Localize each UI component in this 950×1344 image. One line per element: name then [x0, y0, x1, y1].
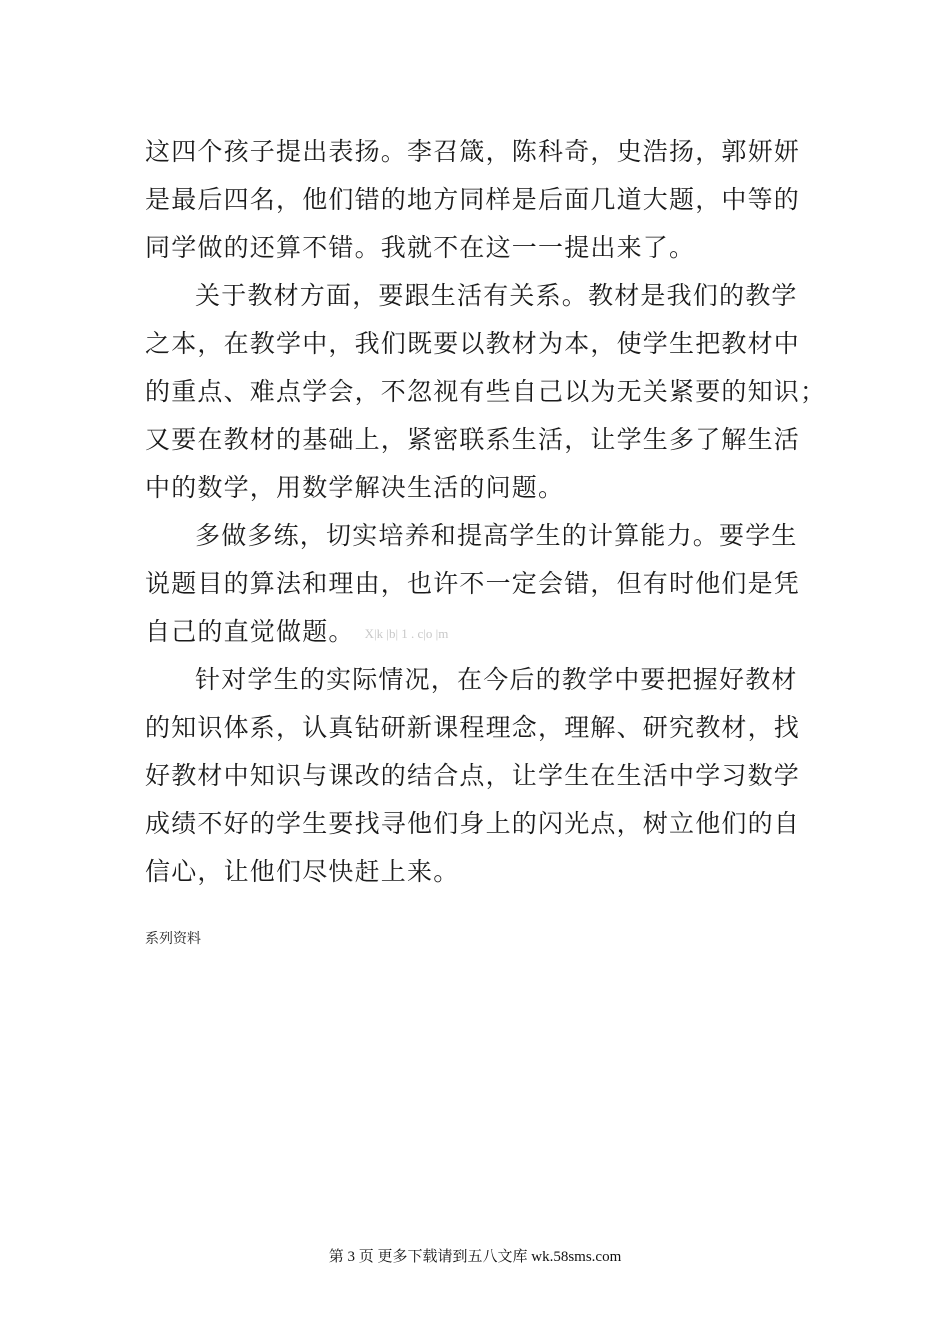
paragraph-3-line-2: 说题目的算法和理由，也许不一定会错，但有时他们是凭	[145, 569, 801, 598]
paragraph-1-line-1: 这四个孩子提出表扬。李召箴，陈科奇，史浩扬，郭妍妍	[145, 137, 801, 166]
paragraph-2-line-4: 又要在教材的基础上，紧密联系生活，让学生多了解生活	[145, 425, 801, 454]
series-note: 系列资料	[145, 931, 201, 947]
paragraph-1-line-2: 是最后四名，他们错的地方同样是后面几道大题，中等的	[145, 185, 801, 214]
paragraph-1-line-3: 同学做的还算不错。我就不在这一一提出来了。	[145, 233, 696, 262]
paragraph-2-line-3: 的重点、难点学会，不忽视有些自己以为无关紧要的知识；	[145, 377, 827, 406]
paragraph-2-line-5: 中的数学，用数学解决生活的问题。	[145, 473, 565, 502]
paragraph-3-line-3-text: 自己的直觉做题。	[145, 617, 355, 646]
page-footer: 第 3 页 更多下载请到五八文库 wk.58sms.com	[328, 1249, 622, 1265]
paragraph-2-line-2: 之本，在教学中，我们既要以教材为本，使学生把教材中	[145, 329, 801, 358]
document-body	[145, 128, 827, 896]
watermark-text: X|k |b| 1 . c|o |m	[364, 625, 449, 641]
paragraph-3-line-3	[145, 608, 810, 656]
paragraph-3-line-1: 多做多练，切实培养和提高学生的计算能力。要学生	[195, 521, 798, 550]
paragraph-4-line-1: 针对学生的实际情况，在今后的教学中要把握好教材	[195, 665, 798, 694]
paragraph-4-line-3: 好教材中知识与课改的结合点，让学生在生活中学习数学	[145, 761, 801, 790]
paragraph-2-line-1: 关于教材方面，要跟生活有关系。教材是我们的教学	[195, 281, 798, 310]
paragraph-4-line-2: 的知识体系，认真钻研新课程理念，理解、研究教材，找	[145, 713, 801, 742]
paragraph-4-line-4: 成绩不好的学生要找寻他们身上的闪光点，树立他们的自	[145, 809, 801, 838]
paragraph-4-line-5: 信心，让他们尽快赶上来。	[145, 857, 460, 886]
